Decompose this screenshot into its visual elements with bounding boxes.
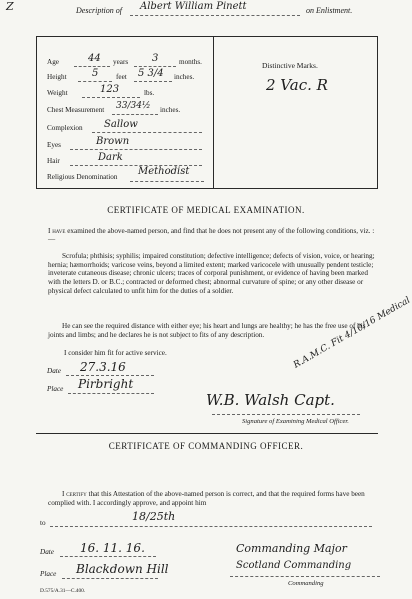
frame-top [36,36,378,37]
religion-line [130,181,204,182]
frame-bottom [36,188,378,189]
medical-officer-signature: W.B. Walsh Capt. [206,391,335,409]
description-label: Description of [76,6,122,15]
medical-date-value: 27.3.16 [80,360,126,374]
medical-heading: CERTIFICATE OF MEDICAL EXAMINATION. [107,205,305,215]
inches-label: inches. [174,73,195,81]
age-label: Age [47,58,59,66]
commanding-date-value: 16. 11. 16. [80,541,145,555]
description-suffix: on Enlistment. [306,6,353,15]
frame-divider [213,36,214,188]
commanding-to-line [50,526,372,527]
commanding-place-label: Place [40,570,57,578]
medical-consider: I consider him fit for active service. [64,349,167,357]
frame-left [36,36,37,188]
commanding-heading: CERTIFICATE OF COMMANDING OFFICER. [108,441,304,451]
commanding-to-label: to [40,519,46,527]
frame-right [377,36,378,188]
commanding-place-value: Blackdown Hill [76,562,169,576]
medical-intro-rest: examined the above-named person, and find that he does not present any of the following conditions, viz. :— [48,227,375,244]
commanding-signature-line [230,576,380,577]
height-inches-line [134,81,172,82]
religion-value: Methodist [138,166,190,177]
medical-conditions: Scrofula; phthisis; syphilis; impaired constitution; defective intelligence; defects of vision, voice, or hearing; hernia; hæmorrhoids; varicose veins, beyond a limited extent; marked varicocele with unusually pendent testicle; inveterate cutaneous disease; chronic ulcers; traces of corporal punishment, or evidence of having been marked with the letters D. or B.C.; contracted or deformed chest; abnormal curvature of spine; or any other disease or physical defect calculated to unfit him for the duties of a soldier. [48,252,375,295]
description-underline [130,15,300,16]
medical-date-label: Date [47,367,61,375]
complexion-line [92,132,202,133]
age-years-line [74,66,110,67]
weight-line [82,97,140,98]
medical-intro [48,227,380,244]
weight-value: 123 [100,84,120,95]
commanding-text-rest: that this Attestation of the above-named person is correct, and that the required forms have been complied with. I accordingly approve, and appoint him [48,490,365,507]
medical-signature-caption: Signature of Examining Medical Officer. [242,418,349,425]
commanding-caption: Commanding [288,580,324,587]
chest-line [112,114,158,115]
medical-date-line [66,375,154,376]
religion-label: Religious Denomination [47,173,118,181]
commanding-text [48,490,382,508]
distinctive-marks-label: Distinctive Marks. [262,61,318,70]
height-feet-value: 5 [92,68,99,79]
medical-signature-line [212,414,360,415]
hair-value: Dark [98,152,123,163]
medical-sight-text: He can see the required distance with either eye; his heart and lungs are healthy; he has the free use of his joints and limbs; and he declares he is not subject to fits of any description. [48,322,366,339]
eyes-value: Brown [96,136,130,147]
medical-intro-lead: I have [48,227,66,235]
height-inches-value: 5 3/4 [138,68,164,79]
height-feet-line [78,81,112,82]
commanding-date-label: Date [40,548,54,556]
medical-place-label: Place [47,385,64,393]
eyes-label: Eyes [47,141,61,149]
commanding-place-line [62,578,158,579]
commanding-to-value: 18/25th [132,510,176,523]
chest-label: Chest Measurement [47,106,105,114]
months-label: months. [179,58,202,66]
medical-place-value: Pirbright [78,377,134,391]
hair-label: Hair [47,157,60,165]
feet-label: feet [116,73,127,81]
eyes-line [70,149,202,150]
commanding-officer-unit: Scotland Commanding [236,560,352,571]
commanding-text-lead: I certify [62,490,87,498]
chest-value: 33/34½ [116,101,151,111]
weight-label: Weight [47,89,68,97]
commanding-officer-signature: Commanding Major [236,542,347,555]
medical-margin-note: R.A.M.C. Fit 4/10/16 Medical [292,295,412,371]
recruit-name: Albert William Pinett [140,1,247,12]
commanding-date-line [60,556,156,557]
age-years-value: 44 [88,53,101,64]
age-months-value: 3 [152,53,159,64]
chest-inches-label: inches. [160,106,181,114]
corner-mark: Z [6,0,14,13]
lbs-label: lbs. [144,89,155,97]
print-code: D.575/A.31—C.400. [40,588,86,594]
medical-place-line [68,393,154,394]
years-label: years [113,58,129,66]
complexion-value: Sallow [104,119,138,130]
complexion-label: Complexion [47,124,83,132]
distinctive-marks-value: 2 Vac. R [266,76,328,94]
height-label: Height [47,73,67,81]
section-rule [36,433,378,434]
age-months-line [134,66,176,67]
